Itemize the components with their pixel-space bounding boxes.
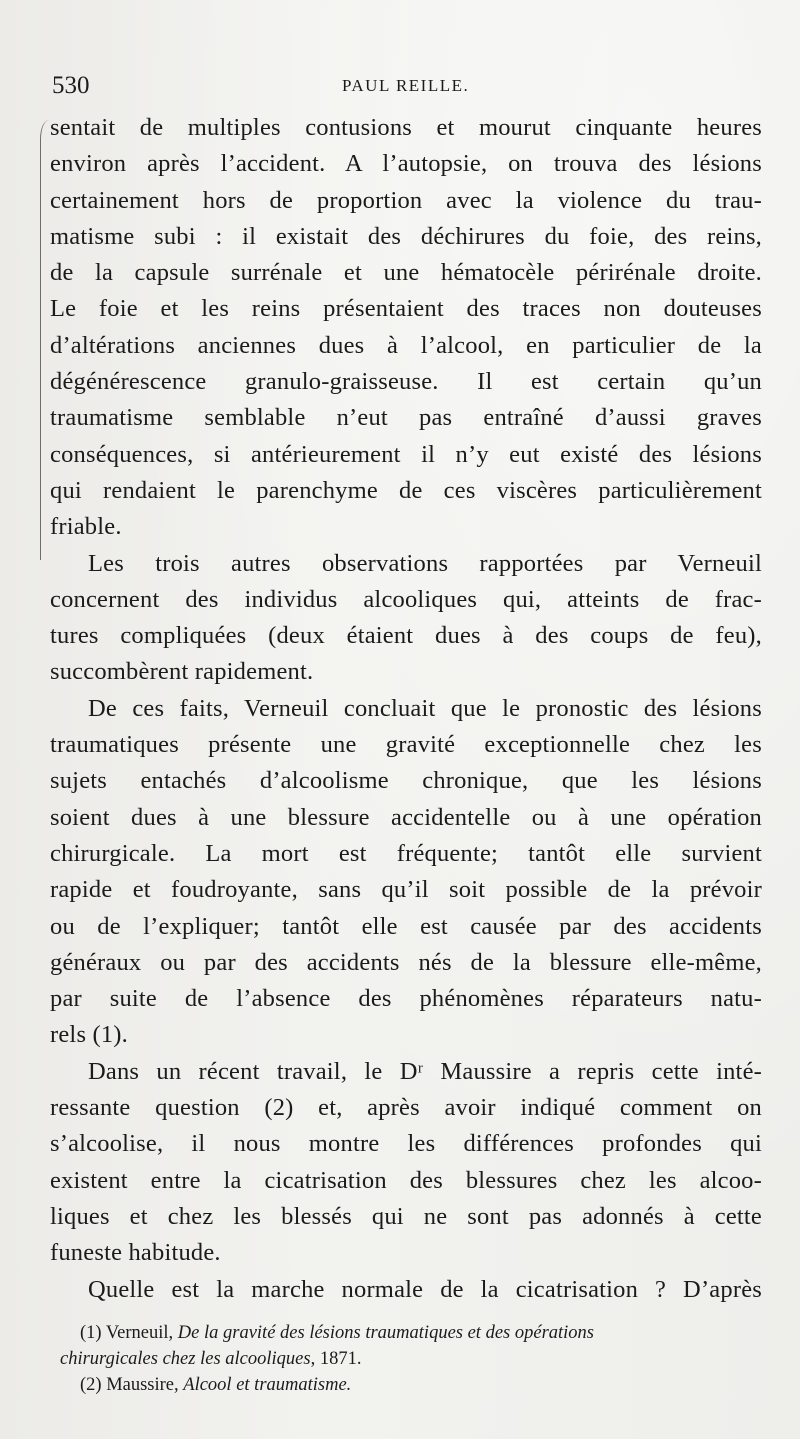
text-line: liques et chez les blessés qui ne sont pas adonnés à cette — [50, 1202, 762, 1230]
text-line: Dans un récent travail, le Dʳ Maussire a repris cette inté- — [88, 1057, 762, 1085]
text-line: tures compliquées (deux étaient dues à des coups de feu), — [50, 622, 762, 650]
text-line: friable. — [50, 513, 122, 541]
text-line: ressante question (2) et, après avoir indiqué comment on — [50, 1094, 762, 1122]
text-line: soient dues à une blessure accidentelle ou à une opération — [50, 803, 762, 831]
page-header — [52, 72, 752, 102]
text-line: par suite de l’absence des phénomènes réparateurs natu- — [50, 985, 762, 1013]
text-line: d’altérations anciennes dues à l’alcool, en particulier de la — [50, 331, 762, 359]
text-line: traumatiques présente une gravité exceptionnelle chez les — [50, 731, 762, 759]
text-line: traumatisme semblable n’eut pas entraîné d’aussi graves — [50, 404, 762, 432]
text-line: qui rendaient le parenchyme de ces viscères particulièrement — [50, 476, 762, 504]
text-line: Le foie et les reins présentaient des traces non douteuses — [50, 295, 762, 323]
body-text — [50, 110, 762, 1308]
text-line: sujets entachés d’alcoolisme chronique, que les lésions — [50, 767, 762, 795]
text-line: funeste habitude. — [50, 1239, 221, 1267]
footnote-2-title: Alcool et traumatisme. — [183, 1375, 352, 1395]
text-line: environ après l’accident. A l’autopsie, on trouva des lésions — [50, 150, 762, 178]
text-line: chirurgicale. La mort est fréquente; tantôt elle survient — [50, 839, 762, 867]
text-line: rels (1). — [50, 1021, 128, 1049]
text-line: rapide et foudroyante, sans qu’il soit possible de la prévoir — [50, 876, 762, 904]
footnote-1-year: , 1871. — [310, 1349, 362, 1369]
running-head: PAUL REILLE. — [342, 76, 470, 95]
text-line: De ces faits, Verneuil concluait que le pronostic des lésions — [88, 694, 762, 722]
footnote-1-title-cont: chirurgicales chez les alcooliques — [60, 1349, 311, 1369]
footnotes — [58, 1320, 778, 1398]
footnote-1-continuation — [58, 1346, 778, 1372]
text-line: conséquences, si antérieurement il n’y eut existé des lésions — [50, 440, 762, 468]
text-line: Quelle est la marche normale de la cicatrisation ? D’après — [88, 1275, 762, 1303]
footnote-1 — [58, 1320, 778, 1346]
text-line: sentait de multiples contusions et mourut cinquante heures — [50, 114, 762, 141]
text-line: Les trois autres observations rapportées par Verneuil — [88, 549, 762, 577]
text-line: s’alcoolise, il nous montre les différences profondes qui — [50, 1130, 762, 1158]
page-number: 530 — [52, 72, 90, 99]
text-line: généraux ou par des accidents nés de la blessure elle-même, — [50, 948, 762, 976]
text-line: dégénérescence granulo-graisseuse. Il est certain qu’un — [50, 368, 762, 396]
text-line: certainement hors de proportion avec la violence du trau- — [50, 186, 762, 214]
footnote-2-marker: (2) Maussire, — [80, 1375, 184, 1395]
text-line: succombèrent rapidement. — [50, 658, 314, 686]
text-line: de la capsule surrénale et une hématocèle périrénale droite. — [50, 259, 762, 287]
text-line: ou de l’expliquer; tantôt elle est causée par des accidents — [50, 912, 762, 940]
footnote-1-title: De la gravité des lésions traumatiques et des opérations — [177, 1323, 595, 1343]
footnote-1-marker: (1) Verneuil, — [80, 1323, 178, 1343]
text-line: matisme subi : il existait des déchirures du foie, des reins, — [50, 222, 762, 250]
text-line: concernent des individus alcooliques qui, atteints de frac- — [50, 585, 762, 613]
margin-bracket-mark — [40, 120, 49, 560]
footnote-2 — [58, 1372, 778, 1398]
text-line: existent entre la cicatrisation des blessures chez les alcoo- — [50, 1166, 762, 1194]
